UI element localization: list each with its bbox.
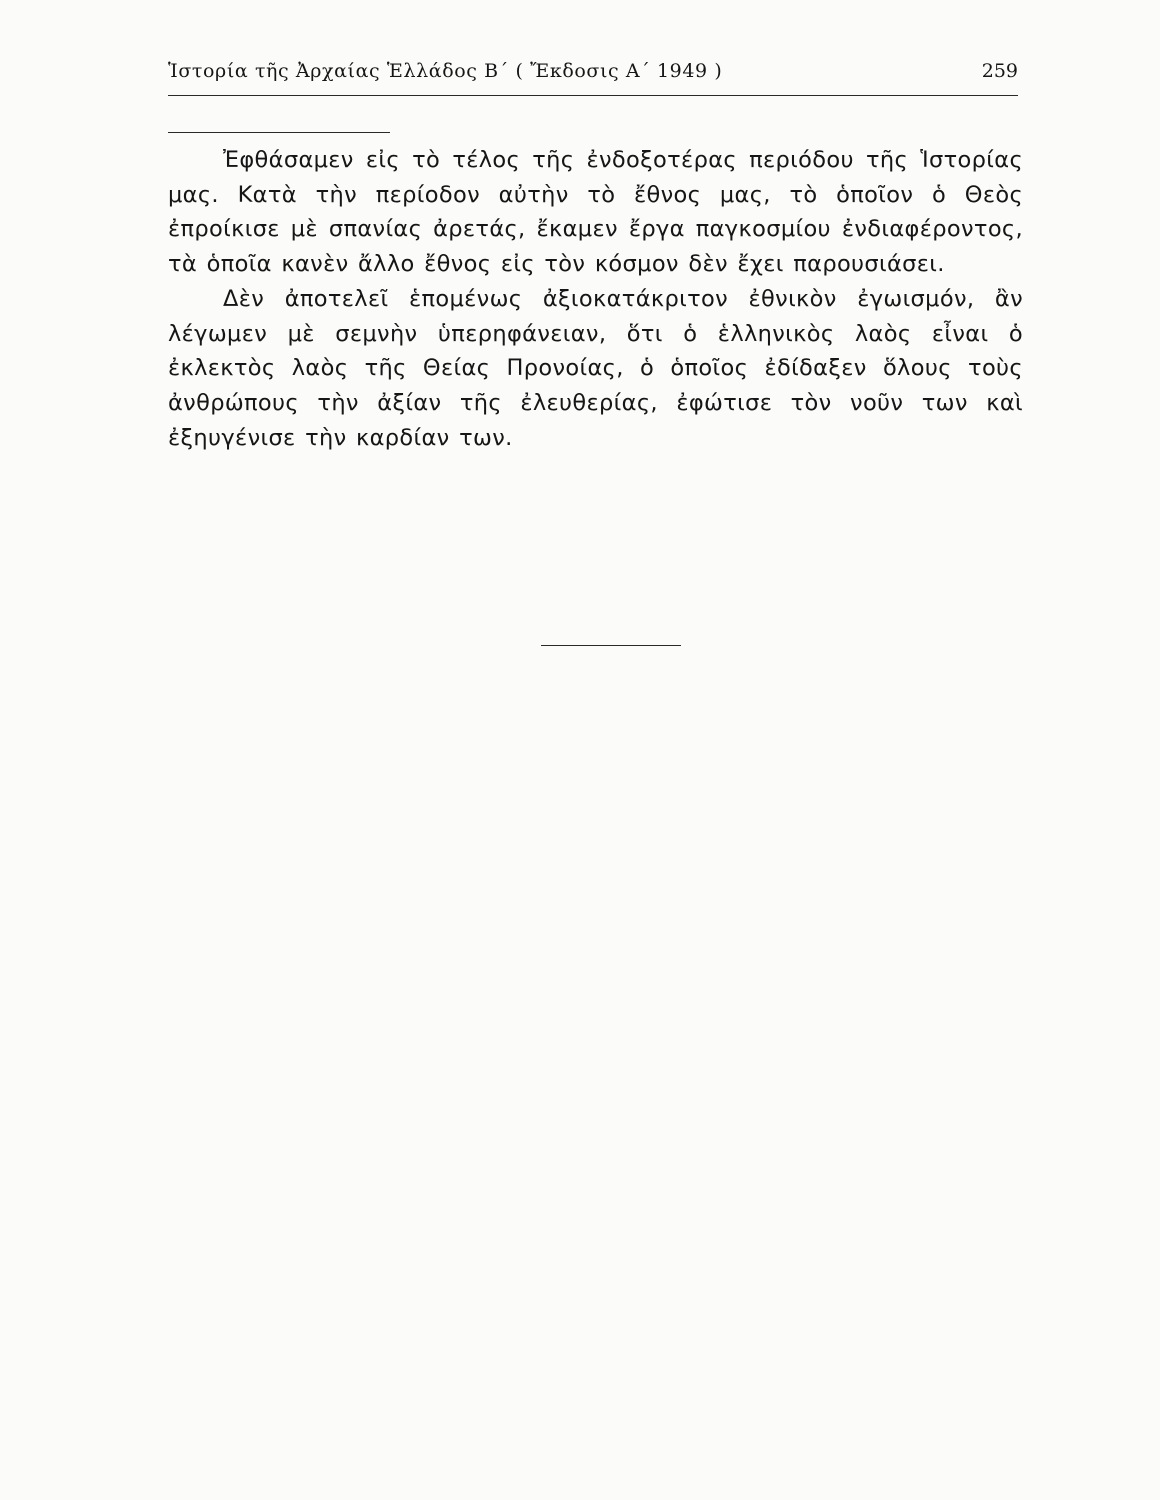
paragraph-1: Ἐφθάσαμεν εἰς τὸ τέλος τῆς ἐνδοξοτέρας περιόδου τῆς Ἱστορίας μας. Κατὰ τὴν περίοδον αὐτὴν τὸ ἔθνος μας, τὸ ὁποῖον ὁ Θεὸς ἐπροίκισε μὲ σπανίας ἀρετάς, ἔκαμεν ἔργα παγκοσμίου ἐνδιαφέροντος, τὰ ὁποῖα κανὲν ἄλλο ἔθνος εἰς τὸν κόσμον δὲν ἔχει παρουσιάσει. (168, 147, 1023, 278)
end-of-chapter-rule (541, 645, 681, 646)
section-start-rule (168, 132, 390, 133)
running-header (168, 60, 1018, 94)
running-title: Ἱστορία τῆς Ἀρχαίας Ἑλλάδος Β΄ ( Ἔκδοσις Α΄ 1949 ) (168, 60, 723, 82)
header-rule (168, 95, 1018, 96)
body-text (168, 143, 1023, 455)
paragraph-2: Δὲν ἀποτελεῖ ἑπομένως ἀξιοκατάκριτον ἐθνικὸν ἐγωισμόν, ἂν λέγωμεν μὲ σεμνὴν ὑπερηφάνειαν, ὅτι ὁ ἑλληνικὸς λαὸς εἶναι ὁ ἐκλεκτὸς λαὸς τῆς Θείας Προνοίας, ὁ ὁποῖος ἐδίδαξεν ὅλους τοὺς ἀνθρώπους τὴν ἀξίαν τῆς ἐλευθερίας, ἐφώτισε τὸν νοῦν των καὶ ἐξηυγένισε τὴν καρδίαν των. (168, 285, 1023, 451)
page-number: 259 (981, 60, 1018, 82)
